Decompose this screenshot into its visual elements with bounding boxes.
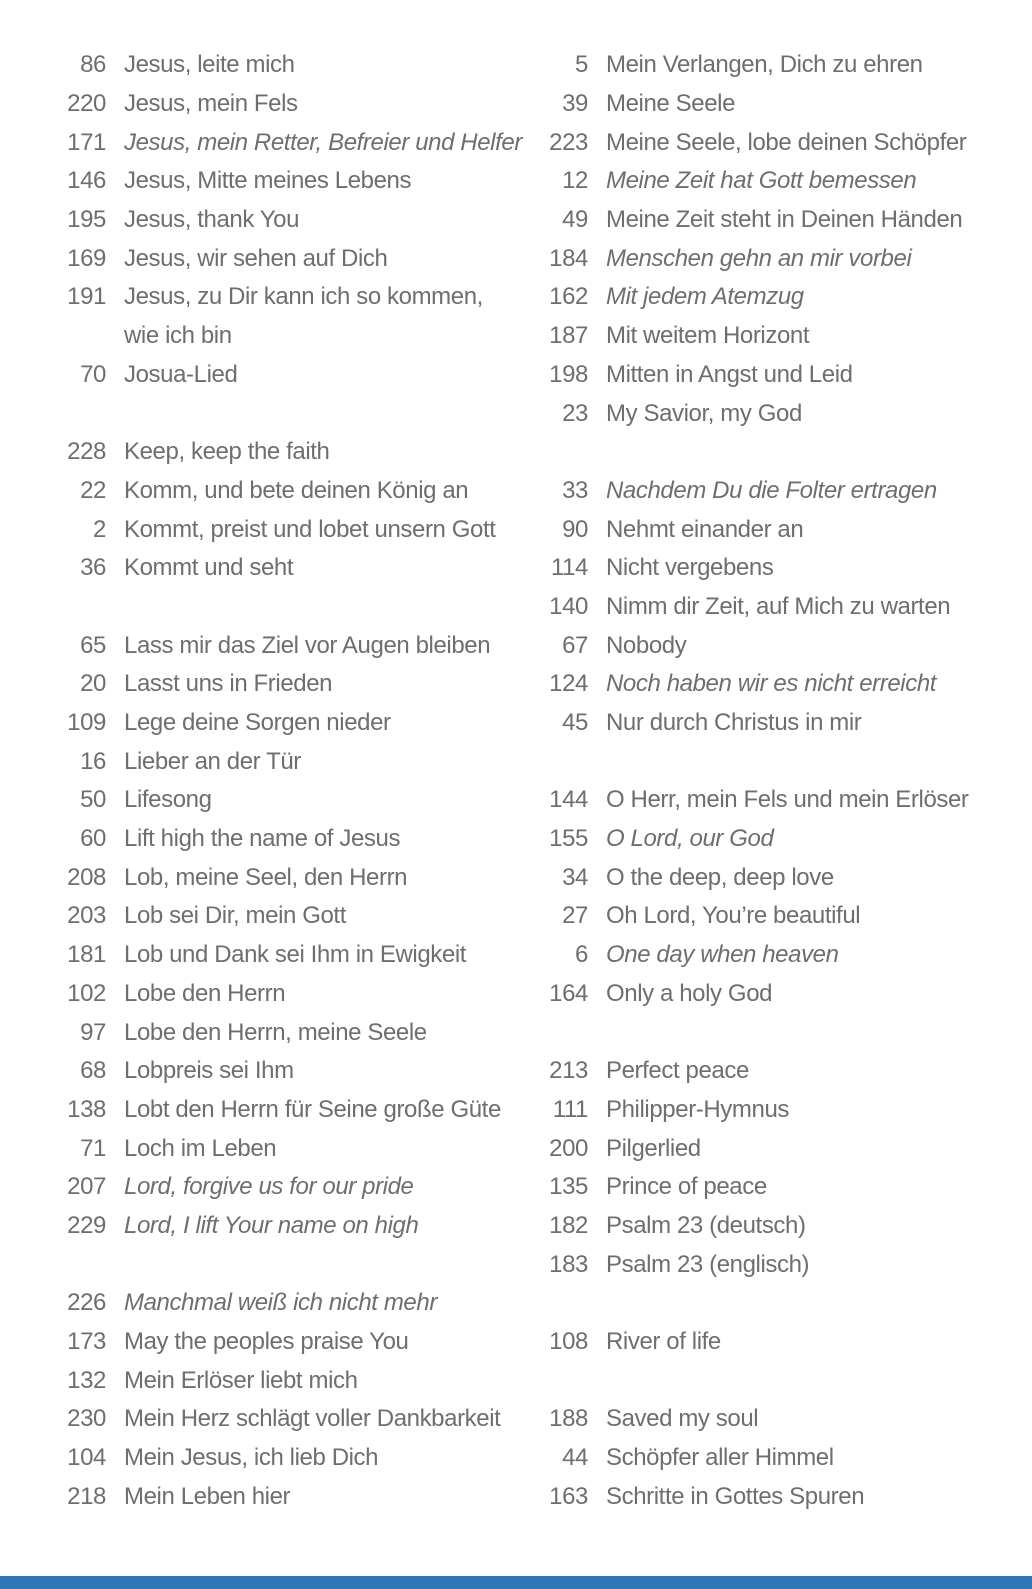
index-row	[530, 394, 969, 433]
song-title: Lob und Dank sei Ihm in Ewigkeit	[124, 941, 467, 969]
song-title: Loch im Leben	[124, 1134, 277, 1162]
song-number: 16	[80, 747, 106, 775]
song-number: 70	[80, 360, 106, 388]
spacer-row	[530, 742, 969, 781]
song-number: 65	[80, 631, 106, 659]
song-title: Komm, und bete deinen König an	[124, 476, 469, 504]
song-number: 163	[549, 1482, 588, 1510]
song-number: 208	[67, 863, 106, 891]
song-title: Lege deine Sorgen nieder	[124, 709, 391, 737]
index-row	[48, 936, 522, 975]
index-row	[48, 1207, 522, 1246]
index-row	[48, 472, 522, 511]
song-title: May the peoples praise You	[124, 1328, 409, 1356]
song-number: 171	[67, 128, 106, 156]
song-title: Mein Jesus, ich lieb Dich	[124, 1444, 379, 1472]
song-number: 68	[80, 1057, 106, 1085]
spacer-row	[48, 1245, 522, 1284]
song-title: Oh Lord, You’re beautiful	[606, 902, 861, 930]
song-title: Lob, meine Seel, den Herrn	[124, 863, 408, 891]
spacer-row	[48, 394, 522, 433]
song-title: O Herr, mein Fels und mein Erlöser	[606, 786, 969, 814]
song-title: Mein Erlöser liebt mich	[124, 1366, 358, 1394]
song-title: Philipper-Hymnus	[606, 1095, 789, 1123]
spacer-row	[48, 588, 522, 627]
song-title: Jesus, wir sehen auf Dich	[124, 244, 388, 272]
song-title: Lasst uns in Frieden	[124, 670, 333, 698]
index-row	[48, 781, 522, 820]
song-number: 188	[549, 1405, 588, 1433]
index-row	[48, 704, 522, 743]
song-number: 183	[549, 1250, 588, 1278]
index-row	[48, 1052, 522, 1091]
song-title: Lob sei Dir, mein Gott	[124, 902, 346, 930]
spacer-row	[530, 433, 969, 472]
song-number: 184	[549, 244, 588, 272]
song-title: Psalm 23 (englisch)	[606, 1250, 810, 1278]
song-number: 164	[549, 979, 588, 1007]
song-title: My Savior, my God	[606, 399, 802, 427]
song-title: Jesus, leite mich	[124, 51, 295, 79]
song-title: Josua-Lied	[124, 360, 238, 388]
song-title: wie ich bin	[124, 322, 232, 350]
song-title: Mein Herz schlägt voller Dankbarkeit	[124, 1405, 501, 1433]
spacer-row	[530, 1284, 969, 1323]
index-row	[530, 201, 969, 240]
song-number: 169	[67, 244, 106, 272]
index-row	[48, 1323, 522, 1362]
song-number: 144	[549, 786, 588, 814]
song-title: Nimm dir Zeit, auf Mich zu warten	[606, 592, 951, 620]
song-title: Jesus, zu Dir kann ich so kommen,	[124, 283, 483, 311]
song-number: 86	[80, 51, 106, 79]
song-number: 36	[80, 554, 106, 582]
index-row	[48, 201, 522, 240]
song-number: 207	[67, 1173, 106, 1201]
song-title: Nicht vergebens	[606, 554, 774, 582]
index-row	[530, 936, 969, 975]
bottom-accent-bar	[0, 1576, 1032, 1589]
song-number: 223	[549, 128, 588, 156]
index-row	[530, 123, 969, 162]
song-title: Lobt den Herrn für Seine große Güte	[124, 1095, 501, 1123]
index-row	[530, 588, 969, 627]
index-row	[530, 510, 969, 549]
index-row	[48, 1361, 522, 1400]
song-title: Lord, I lift Your name on high	[124, 1211, 419, 1239]
song-title: Lifesong	[124, 786, 212, 814]
index-column	[48, 46, 522, 1516]
index-row	[530, 1168, 969, 1207]
index-row	[530, 1439, 969, 1478]
song-number: 229	[67, 1211, 106, 1239]
song-number: 132	[67, 1366, 106, 1394]
song-number: 60	[80, 825, 106, 853]
index-row	[530, 858, 969, 897]
song-title: Mitten in Angst und Leid	[606, 360, 853, 388]
index-row	[48, 162, 522, 201]
song-number: 97	[80, 1018, 106, 1046]
song-number: 104	[67, 1444, 106, 1472]
index-row	[48, 85, 522, 124]
index-row	[48, 549, 522, 588]
index-row	[530, 781, 969, 820]
song-title: Prince of peace	[606, 1173, 767, 1201]
song-title: Lift high the name of Jesus	[124, 825, 401, 853]
song-number: 2	[93, 515, 106, 543]
index-row	[48, 820, 522, 859]
index-row	[530, 356, 969, 395]
song-number: 23	[562, 399, 588, 427]
index-row	[530, 1129, 969, 1168]
song-number: 191	[67, 283, 106, 311]
index-row	[48, 239, 522, 278]
song-number: 203	[67, 902, 106, 930]
song-title: Nur durch Christus in mir	[606, 709, 862, 737]
song-title: Manchmal weiß ich nicht mehr	[124, 1289, 437, 1317]
song-number: 226	[67, 1289, 106, 1317]
song-number: 218	[67, 1482, 106, 1510]
song-number: 220	[67, 90, 106, 118]
song-title: Nehmt einander an	[606, 515, 804, 543]
song-number: 138	[67, 1095, 106, 1123]
index-row	[48, 975, 522, 1014]
index-row	[530, 1477, 969, 1516]
index-row	[530, 1245, 969, 1284]
index-row	[48, 1477, 522, 1516]
song-number: 67	[562, 631, 588, 659]
index-row	[48, 510, 522, 549]
index-row	[48, 742, 522, 781]
index-row	[530, 820, 969, 859]
song-number: 45	[562, 709, 588, 737]
song-number: 50	[80, 786, 106, 814]
song-number: 34	[562, 863, 588, 891]
song-title: Mit weitem Horizont	[606, 322, 810, 350]
index-row	[48, 1439, 522, 1478]
song-number: 124	[549, 670, 588, 698]
song-title: Kommt und seht	[124, 554, 294, 582]
index-column	[530, 46, 969, 1516]
song-title: Jesus, mein Retter, Befreier und Helfer	[124, 128, 522, 156]
song-number: 213	[549, 1057, 588, 1085]
song-number: 228	[67, 438, 106, 466]
song-number: 162	[549, 283, 588, 311]
song-title: River of life	[606, 1328, 721, 1356]
song-number: 71	[80, 1134, 106, 1162]
index-row	[48, 1168, 522, 1207]
index-row	[530, 46, 969, 85]
index-row	[48, 1013, 522, 1052]
song-title: Mein Verlangen, Dich zu ehren	[606, 51, 923, 79]
index-row	[530, 626, 969, 665]
index-row	[48, 46, 522, 85]
song-number: 155	[549, 825, 588, 853]
song-number: 146	[67, 167, 106, 195]
song-title: Perfect peace	[606, 1057, 749, 1085]
song-title: Keep, keep the faith	[124, 438, 330, 466]
index-row	[48, 626, 522, 665]
index-row	[530, 278, 969, 317]
index-row	[48, 1091, 522, 1130]
song-title: Only a holy God	[606, 979, 773, 1007]
song-title: One day when heaven	[606, 941, 839, 969]
song-number: 44	[562, 1444, 588, 1472]
song-number: 230	[67, 1405, 106, 1433]
song-number: 90	[562, 515, 588, 543]
index-row	[48, 1400, 522, 1439]
song-title: Noch haben wir es nicht erreicht	[606, 670, 937, 698]
song-number: 49	[562, 206, 588, 234]
song-number: 39	[562, 90, 588, 118]
song-number: 182	[549, 1211, 588, 1239]
song-title: O the deep, deep love	[606, 863, 834, 891]
song-number: 12	[562, 167, 588, 195]
index-row	[530, 472, 969, 511]
song-number: 200	[549, 1134, 588, 1162]
index-row	[48, 897, 522, 936]
index-row	[48, 1129, 522, 1168]
song-title: Schöpfer aller Himmel	[606, 1444, 834, 1472]
song-number: 198	[549, 360, 588, 388]
index-row	[530, 665, 969, 704]
index-row	[530, 85, 969, 124]
song-title: Nobody	[606, 631, 687, 659]
song-number: 102	[67, 979, 106, 1007]
song-title: Meine Seele	[606, 90, 736, 118]
index-row	[530, 239, 969, 278]
song-title: Lord, forgive us for our pride	[124, 1173, 414, 1201]
song-number: 6	[575, 941, 588, 969]
index-row	[48, 665, 522, 704]
song-title: Lass mir das Ziel vor Augen bleiben	[124, 631, 491, 659]
index-row	[48, 858, 522, 897]
index-row	[530, 1052, 969, 1091]
song-title: O Lord, our God	[606, 825, 774, 853]
song-number: 27	[562, 902, 588, 930]
spacer-row	[530, 1361, 969, 1400]
index-row	[530, 1091, 969, 1130]
song-number: 111	[552, 1095, 588, 1123]
index-row	[530, 1400, 969, 1439]
song-number: 33	[562, 476, 588, 504]
song-number: 108	[549, 1328, 588, 1356]
song-number: 20	[80, 670, 106, 698]
index-row	[530, 897, 969, 936]
index-row	[48, 1284, 522, 1323]
song-number: 5	[575, 51, 588, 79]
song-title: Jesus, thank You	[124, 206, 300, 234]
song-number: 140	[549, 592, 588, 620]
song-title: Meine Seele, lobe deinen Schöpfer	[606, 128, 967, 156]
song-title: Lobe den Herrn	[124, 979, 286, 1007]
song-title: Meine Zeit steht in Deinen Händen	[606, 206, 963, 234]
song-number: 187	[549, 322, 588, 350]
song-title: Mein Leben hier	[124, 1482, 291, 1510]
song-number: 181	[67, 941, 106, 969]
song-number: 22	[80, 476, 106, 504]
song-title: Saved my soul	[606, 1405, 759, 1433]
index-row	[530, 704, 969, 743]
song-number: 173	[67, 1328, 106, 1356]
index-row	[530, 1207, 969, 1246]
song-title: Jesus, mein Fels	[124, 90, 298, 118]
song-title: Lieber an der Tür	[124, 747, 301, 775]
index-row	[48, 278, 522, 317]
song-number: 195	[67, 206, 106, 234]
index-row	[530, 1323, 969, 1362]
song-number: 109	[67, 709, 106, 737]
song-title: Lobe den Herrn, meine Seele	[124, 1018, 427, 1046]
song-title: Mit jedem Atemzug	[606, 283, 804, 311]
song-title: Psalm 23 (deutsch)	[606, 1211, 806, 1239]
song-title: Lobpreis sei Ihm	[124, 1057, 294, 1085]
song-title: Menschen gehn an mir vorbei	[606, 244, 912, 272]
song-title: Nachdem Du die Folter ertragen	[606, 476, 937, 504]
index-row	[530, 549, 969, 588]
song-title: Kommt, preist und lobet unsern Gott	[124, 515, 496, 543]
index-row	[530, 162, 969, 201]
song-title: Jesus, Mitte meines Lebens	[124, 167, 412, 195]
index-row	[48, 317, 522, 356]
song-title: Meine Zeit hat Gott bemessen	[606, 167, 917, 195]
index-row	[530, 975, 969, 1014]
song-number: 114	[550, 554, 588, 582]
index-row	[48, 123, 522, 162]
spacer-row	[530, 1013, 969, 1052]
index-row	[48, 433, 522, 472]
song-number: 135	[549, 1173, 588, 1201]
song-title: Pilgerlied	[606, 1134, 701, 1162]
index-row	[48, 356, 522, 395]
index-row	[530, 317, 969, 356]
song-title: Schritte in Gottes Spuren	[606, 1482, 865, 1510]
